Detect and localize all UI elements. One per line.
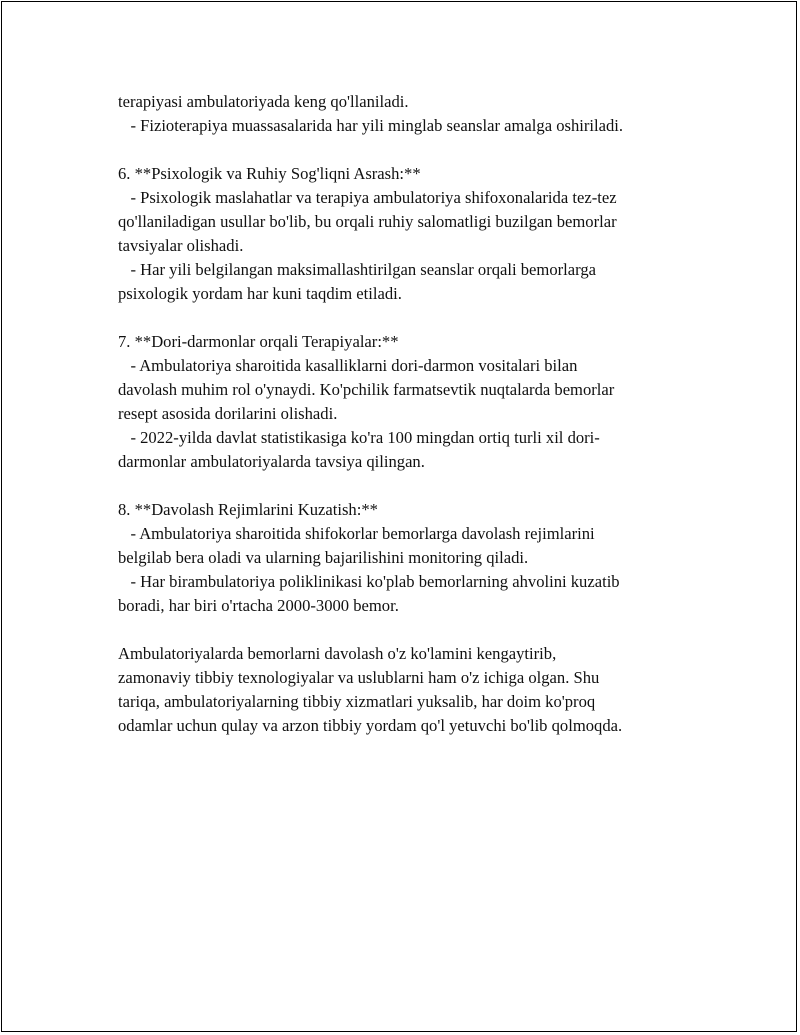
text-line: darmonlar ambulatoriyalarda tavsiya qilingan.: [118, 452, 425, 471]
bullet-line: - Har yili belgilangan maksimallashtirilgan seanslar orqali bemorlarga: [118, 260, 597, 279]
text-line: tariqa, ambulatoriyalarning tibbiy xizmatlari yuksalib, har doim ko'proq: [118, 692, 596, 711]
section-heading: 7. **Dori-darmonlar orqali Terapiyalar:**: [118, 332, 399, 351]
text-line: davolash muhim rol o'ynaydi. Ko'pchilik farmatsevtik nuqtalarda bemorlar: [118, 380, 615, 399]
text-line: belgilab bera oladi va ularning bajarilishini monitoring qiladi.: [118, 548, 529, 567]
conclusion-paragraph: [118, 642, 688, 738]
section-heading: 6. **Psixologik va Ruhiy Sog'liqni Asrash:**: [118, 164, 421, 183]
document-body: [118, 90, 688, 738]
section-7: [118, 330, 688, 474]
bullet-line: - Har birambulatoriya poliklinikasi ko'plab bemorlarning ahvolini kuzatib: [118, 572, 620, 591]
text-line: tavsiyalar olishadi.: [118, 236, 244, 255]
paragraph-spacer: [118, 618, 688, 642]
section-heading: 8. **Davolash Rejimlarini Kuzatish:**: [118, 500, 378, 519]
section-6: [118, 162, 688, 306]
section-8: [118, 498, 688, 618]
bullet-line: - Fizioterapiya muassasalarida har yili minglab seanslar amalga oshiriladi.: [118, 116, 624, 135]
bullet-line: - 2022-yilda davlat statistikasiga ko'ra 100 mingdan ortiq turli xil dori-: [118, 428, 600, 447]
text-line: zamonaviy tibbiy texnologiyalar va uslublarni ham o'z ichiga olgan. Shu: [118, 668, 600, 687]
bullet-line: - Ambulatoriya sharoitida kasalliklarni dori-darmon vositalari bilan: [118, 356, 578, 375]
paragraph-intro-tail: [118, 90, 688, 138]
paragraph-spacer: [118, 306, 688, 330]
bullet-line: - Psixologik maslahatlar va terapiya ambulatoriya shifoxonalarida tez-tez: [118, 188, 617, 207]
text-line: terapiyasi ambulatoriyada keng qo'llaniladi.: [118, 92, 409, 111]
text-line: Ambulatoriyalarda bemorlarni davolash o'z ko'lamini kengaytirib,: [118, 644, 557, 663]
paragraph-spacer: [118, 474, 688, 498]
text-line: qo'llaniladigan usullar bo'lib, bu orqali ruhiy salomatligi buzilgan bemorlar: [118, 212, 617, 231]
paragraph-spacer: [118, 138, 688, 162]
text-line: odamlar uchun qulay va arzon tibbiy yordam qo'l yetuvchi bo'lib qolmoqda.: [118, 716, 623, 735]
text-line: psixologik yordam har kuni taqdim etiladi.: [118, 284, 402, 303]
bullet-line: - Ambulatoriya sharoitida shifokorlar bemorlarga davolash rejimlarini: [118, 524, 595, 543]
text-line: boradi, har biri o'rtacha 2000-3000 bemor.: [118, 596, 399, 615]
text-line: resept asosida dorilarini olishadi.: [118, 404, 338, 423]
